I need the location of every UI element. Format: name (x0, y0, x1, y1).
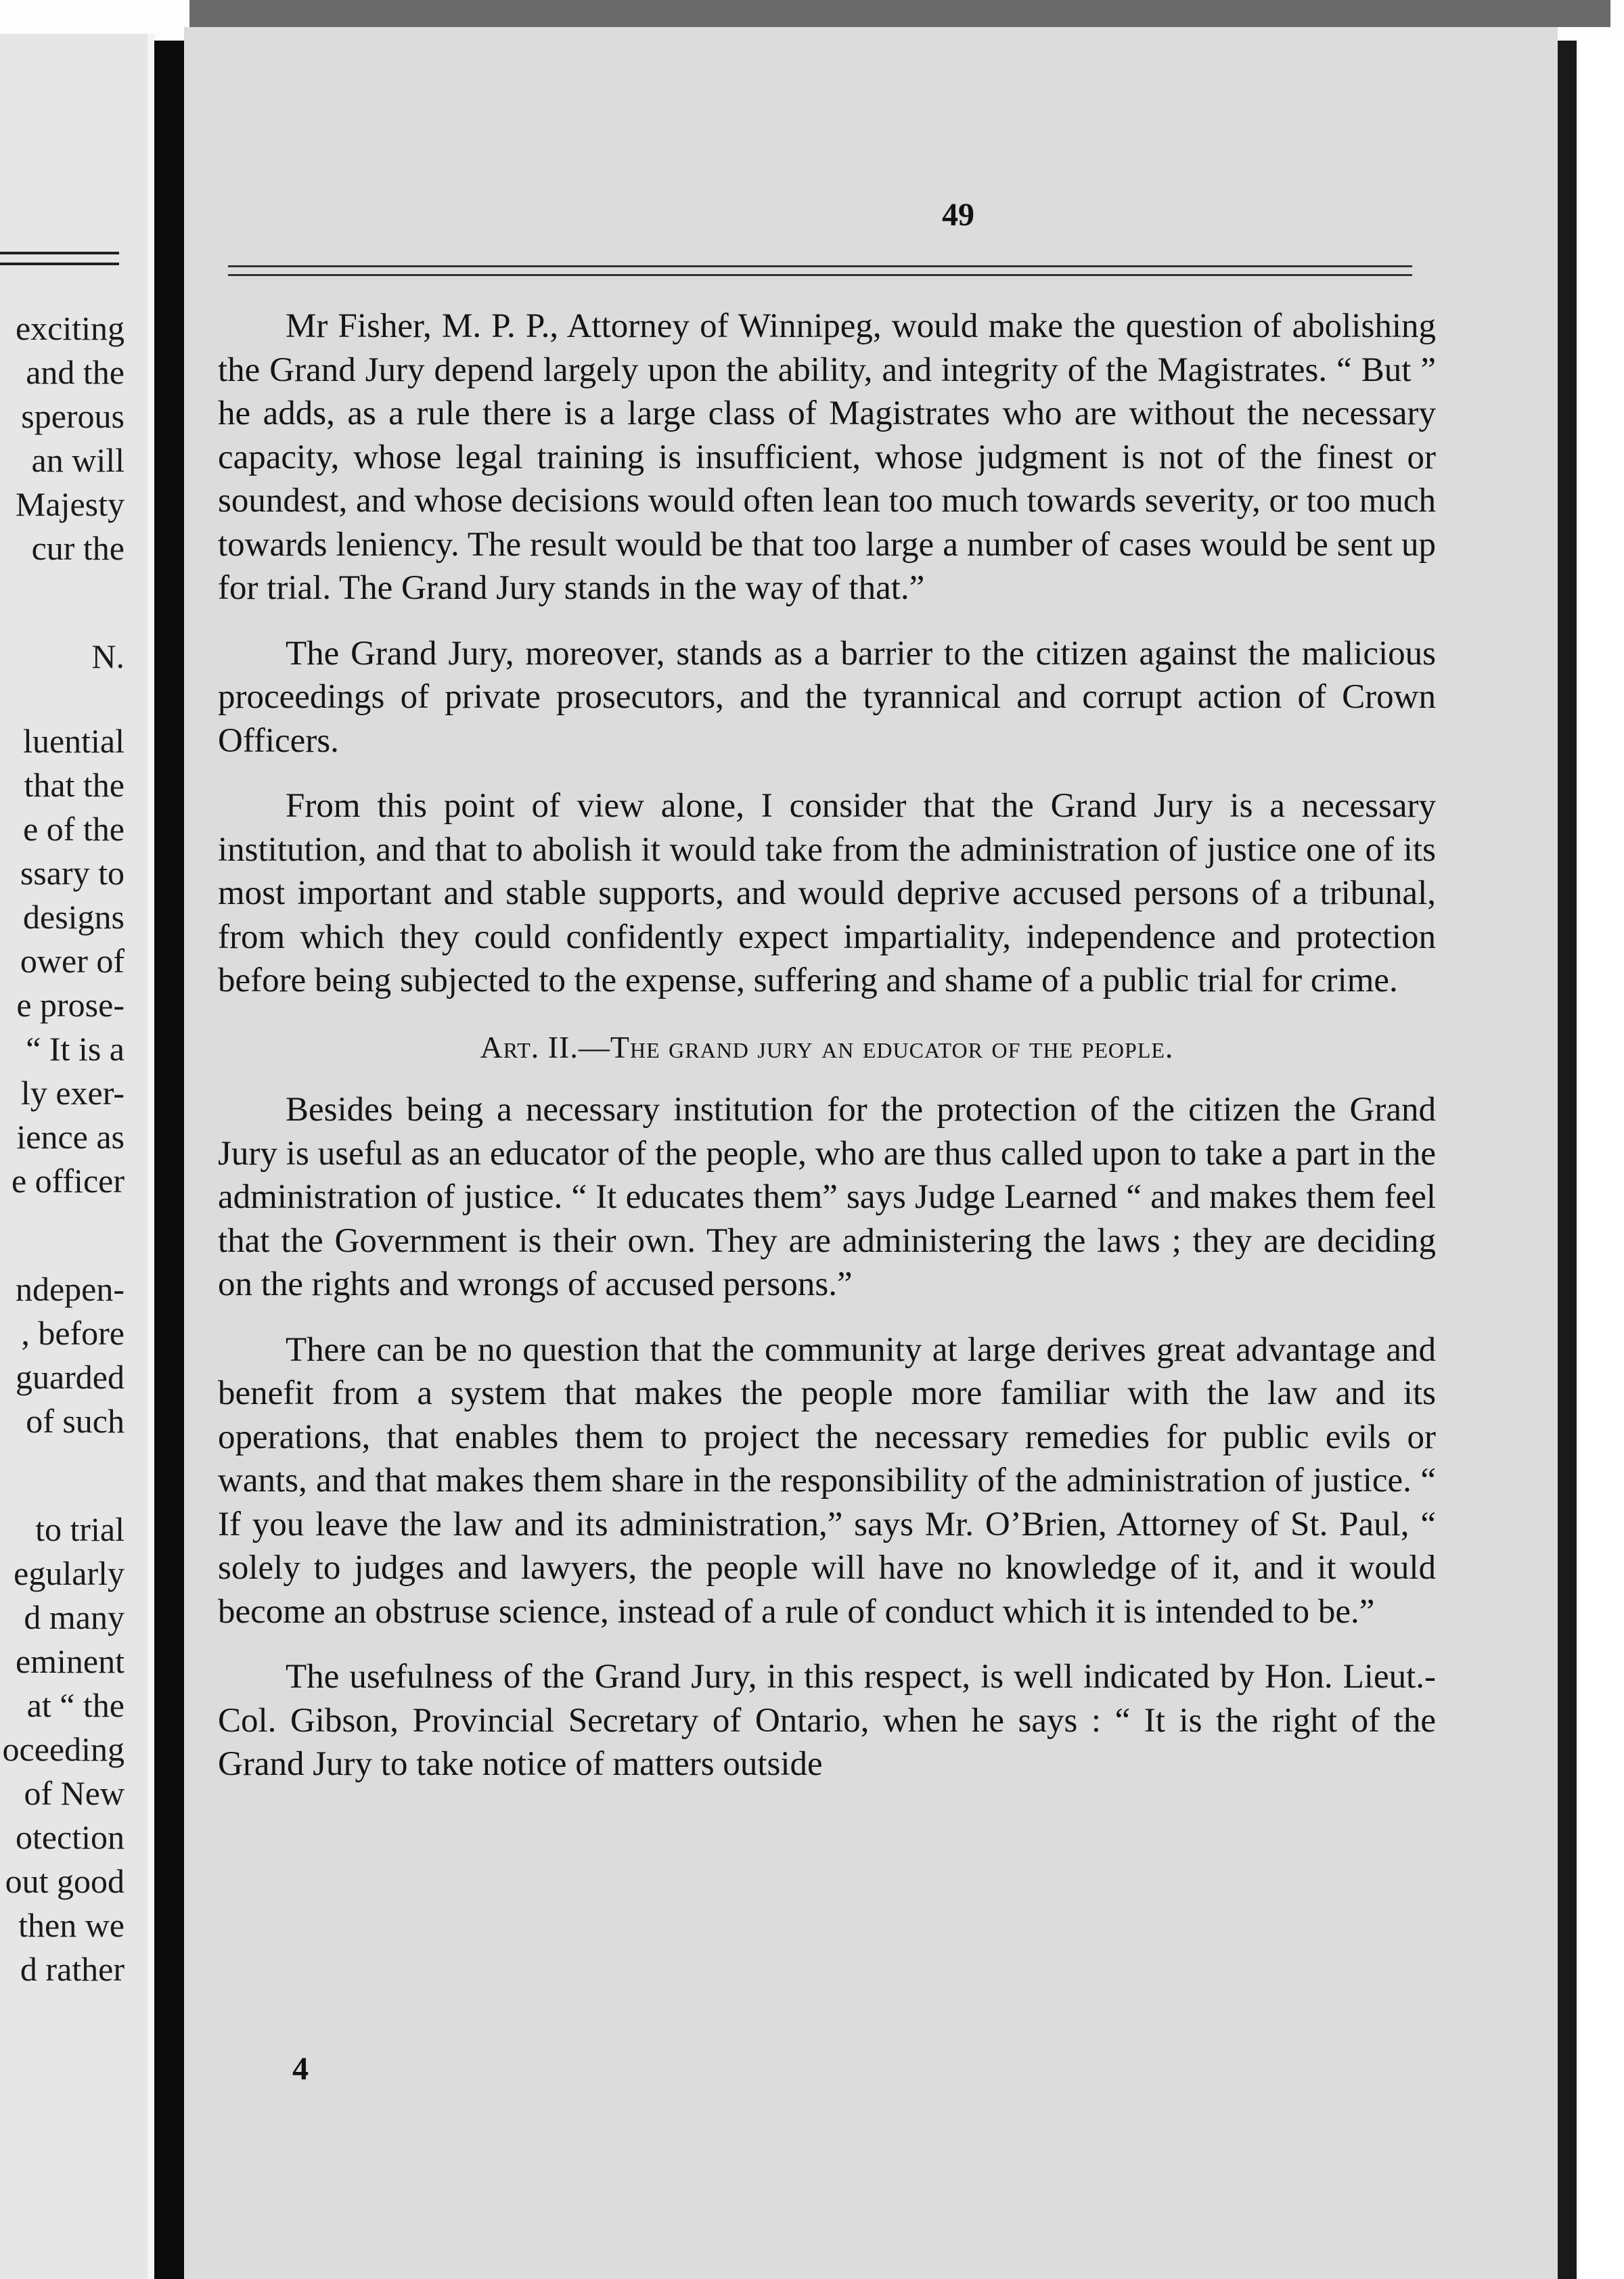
left-line: to trial (35, 1510, 125, 1548)
left-line: otection (15, 1818, 125, 1856)
scan-background (1577, 41, 1624, 2279)
left-line: e officer (11, 1162, 125, 1200)
paragraph: The usefulness of the Grand Jury, in this respect, is well indicated by Hon. Lieut.-Col. Gibson, Provincial Secretary of Ontario, when he says : “ It is the right of the Grand Jury to take notice of matters outside (218, 1658, 1436, 1783)
left-line: e prose- (16, 986, 125, 1024)
left-line: e of the (23, 810, 125, 848)
left-line: that the (24, 766, 125, 804)
page-shadow (189, 0, 1610, 27)
paragraph: Besides being a necessary institution for the protection of the citizen the Grand Jury is useful as an educator of the people, who are thus called upon to take a part in the administration of justice. “ It educates them” says Judge Learned “ and makes them feel that the Government is their own. They are administering the laws ; they are deciding on the rights and wrongs of accused persons.” (218, 1091, 1436, 1303)
left-line: Majesty (15, 485, 125, 523)
paragraph: There can be no question that the community at large derives great advantage and benefit from a system that makes the people more familiar with the law and its operations, that enables them to project the necessary remedies for public evils or wants, and that makes them share in the responsibility of the administration of justice. “ If you leave the law and its administration,” says Mr. O’Brien, Attorney of St. Paul, “ solely to judges and lawyers, the people will have no knowledge of it, and it would become an obstruse science, instead of a rule of conduct which it is intended to be.” (218, 1330, 1436, 1631)
left-line: out good (5, 1862, 125, 1900)
left-line: guarded (15, 1358, 125, 1396)
page-body (218, 304, 1436, 1786)
signature-mark: 4 (292, 2051, 309, 2087)
left-line: designs (23, 898, 125, 936)
left-line: of such (26, 1402, 125, 1440)
left-line: N. (91, 637, 125, 675)
book-gutter (154, 41, 187, 2279)
left-line: egularly (14, 1554, 125, 1592)
previous-page-fragment (0, 34, 148, 2279)
header-rule (228, 265, 1412, 276)
left-line: then we (18, 1906, 125, 1944)
page-number: 49 (942, 197, 974, 233)
paragraph: Mr Fisher, M. P. P., Attorney of Winnipeg, would make the question of abolishing the Grand Jury depend largely upon the ability, and integrity of the Magistrates. “ But ” he adds, as a rule there is a large class of Magistrates who are without the necessary capacity, whose legal training is insufficient, whose judgment is not of the finest or soundest, and whose decisions would often lean too much towards severity, or too much towards leniency. The result would be that too large a number of cases would be sent up for trial. The Grand Jury stands in the way of that.” (218, 307, 1436, 607)
left-line: , before (21, 1314, 125, 1352)
left-line: at “ the (26, 1686, 125, 1724)
left-line: “ It is a (26, 1030, 125, 1068)
article-heading: Art. II.—The grand jury an educator of the people. (480, 1029, 1174, 1064)
left-line: d rather (20, 1950, 125, 1988)
paragraph: The Grand Jury, moreover, stands as a barrier to the citizen against the malicious proceedings of private prosecutors, and the tyrannical and corrupt action of Crown Officers. (218, 634, 1436, 760)
left-line: luential (23, 722, 125, 760)
book-page (184, 27, 1558, 2279)
left-line: ower of (20, 942, 125, 980)
left-line: ience as (16, 1118, 125, 1156)
page-border (1558, 41, 1577, 2279)
paragraph: From this point of view alone, I consider that the Grand Jury is a necessary institution, and that to abolish it would take from the administration of justice one of its most important and stable supports, and would deprive accused persons of a tribunal, from which they could confidently expect impartiality, independence and protection before being subjected to the expense, suffering and shame of a public trial for crime. (218, 787, 1436, 999)
left-header-rule (0, 252, 119, 265)
left-line: cur the (31, 529, 125, 567)
left-line: ssary to (20, 854, 125, 892)
left-line: exciting (15, 309, 125, 347)
left-line: ndepen- (15, 1270, 125, 1308)
left-line: d many (24, 1598, 125, 1636)
left-line: oceeding (2, 1730, 125, 1768)
left-line: an will (31, 441, 125, 479)
left-line: ly exer- (20, 1074, 125, 1112)
left-line: eminent (15, 1642, 125, 1680)
left-line: and the (26, 353, 125, 391)
left-line: sperous (21, 397, 125, 435)
left-line: of New (24, 1774, 125, 1812)
